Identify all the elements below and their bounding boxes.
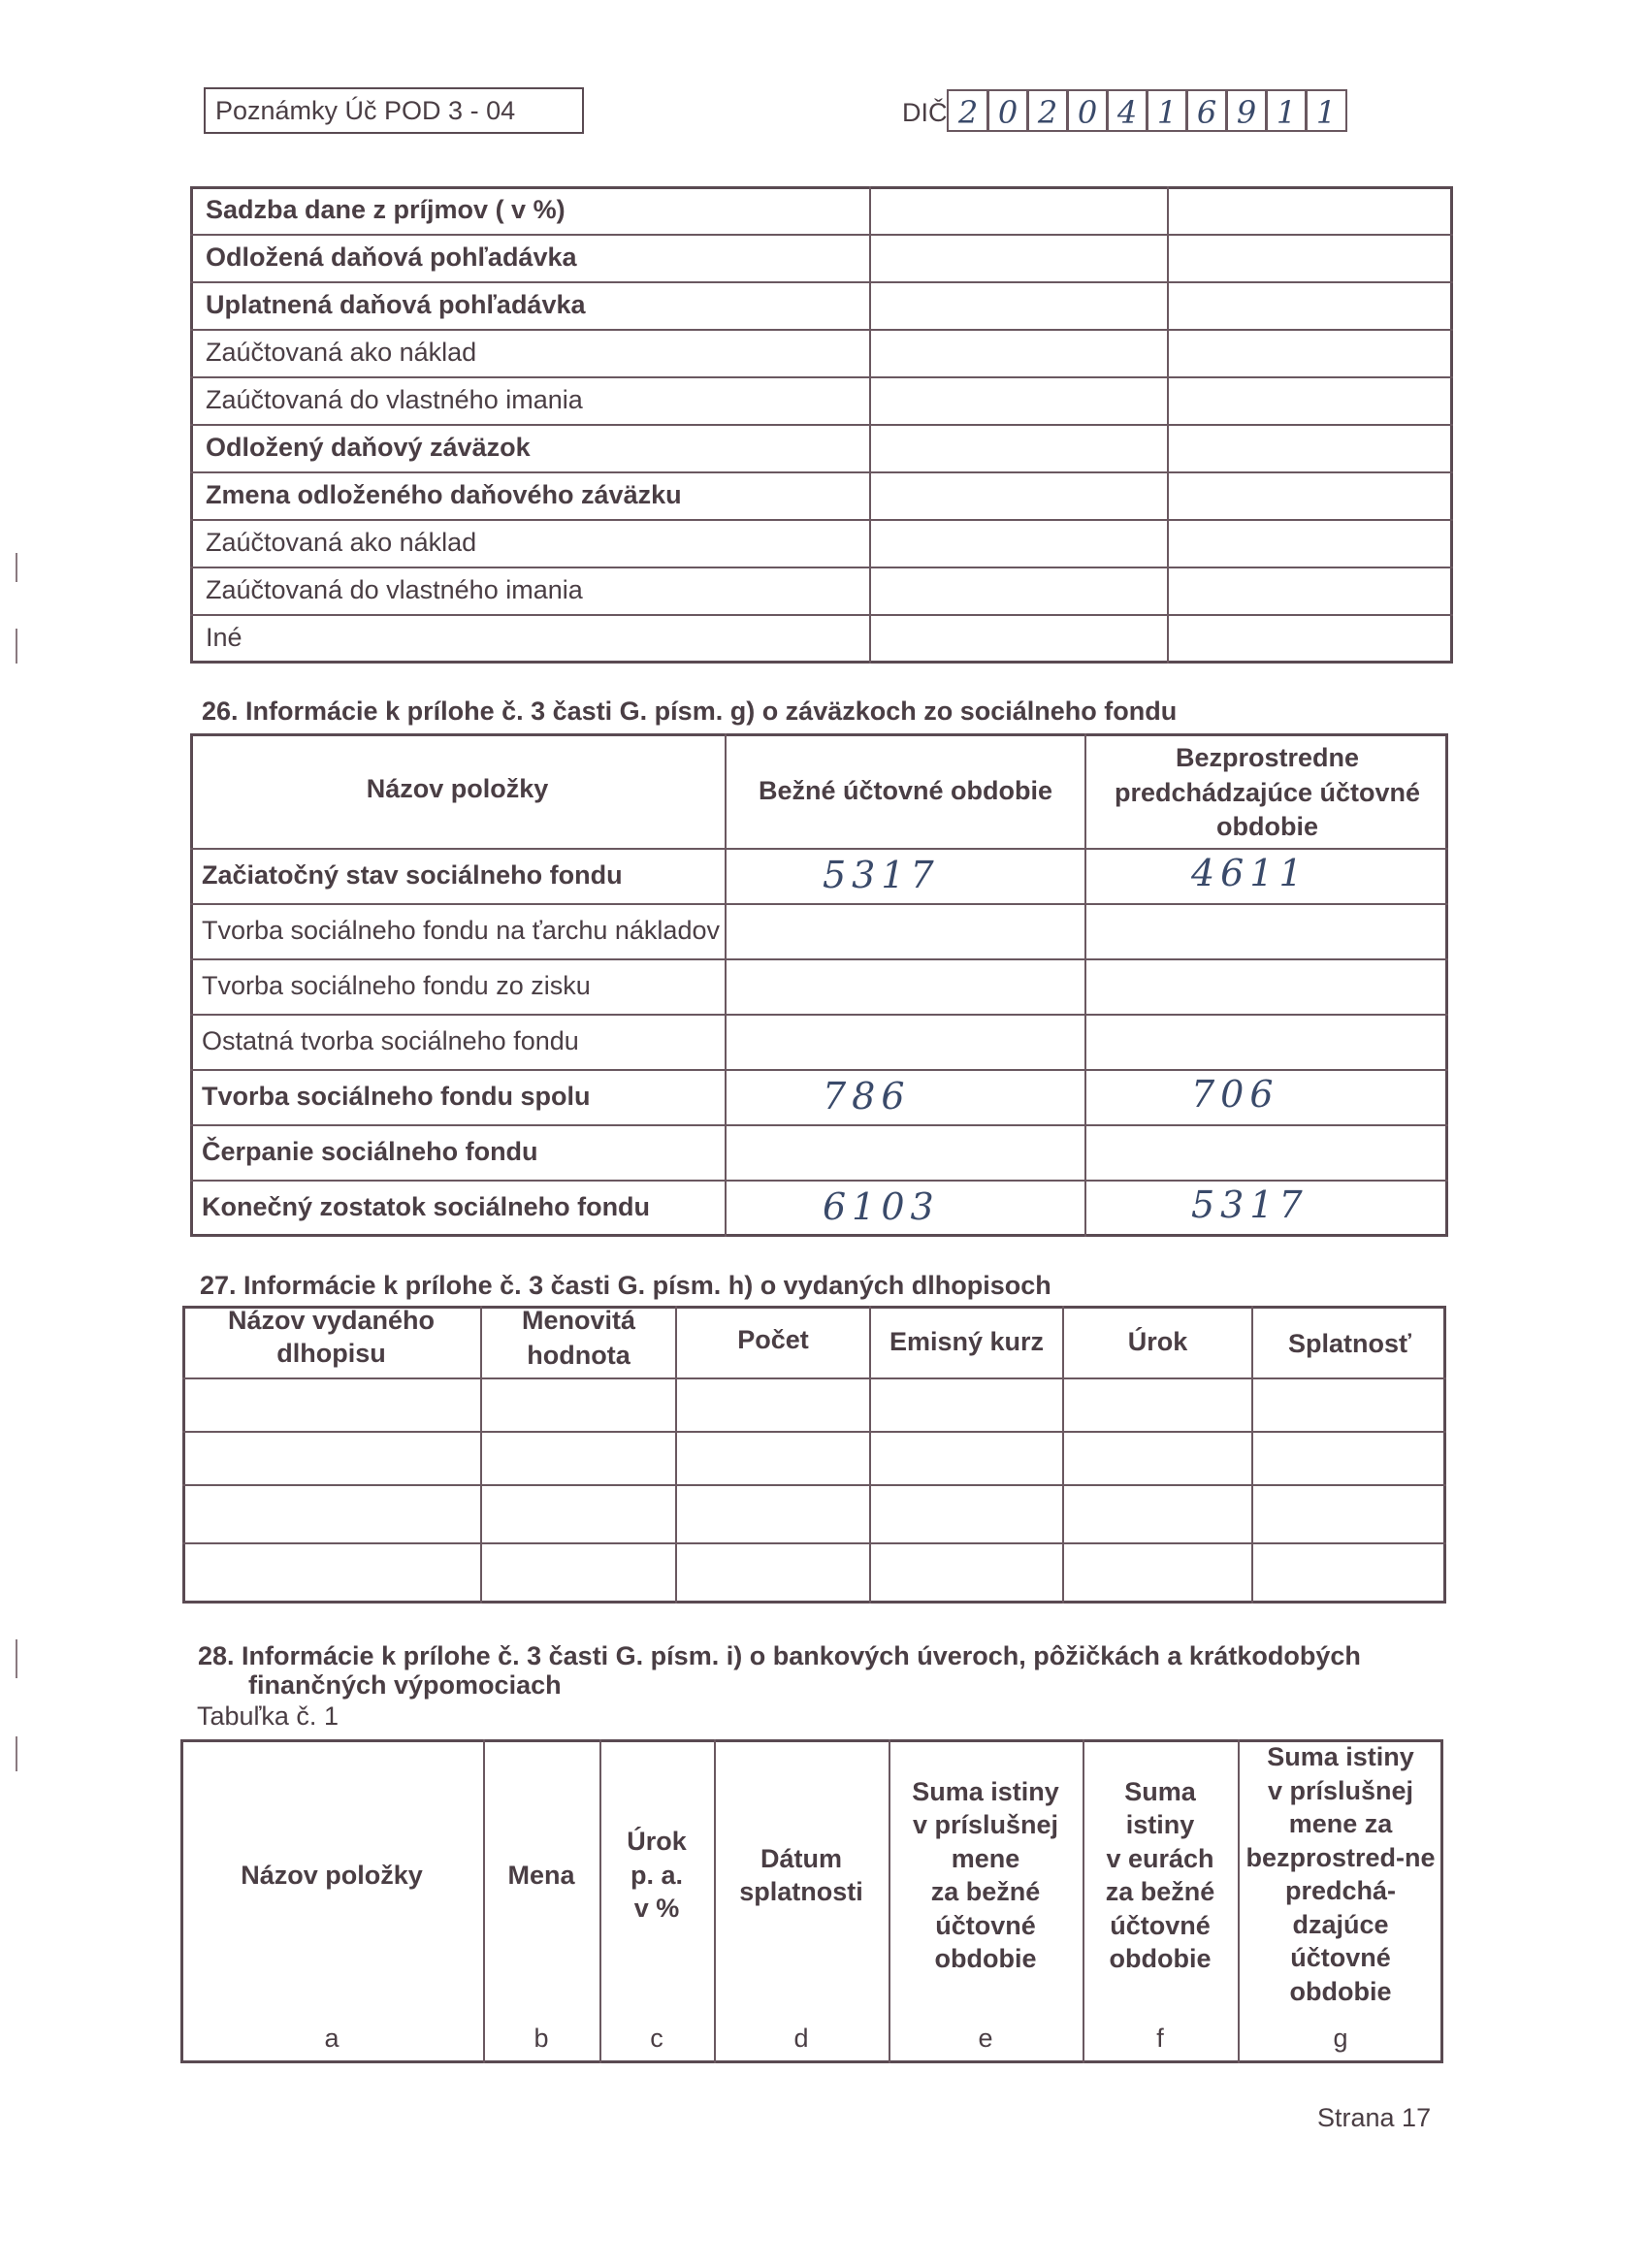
tax-row-label: Zaúčtovaná ako náklad — [206, 528, 477, 557]
s26-row-divider — [190, 1014, 1448, 1016]
s26-row-label: Tvorba sociálneho fondu spolu — [202, 1082, 591, 1111]
dic-digit: 0 — [986, 89, 1029, 132]
tax-row-divider — [190, 376, 1453, 378]
s28-letter-d: d — [793, 2024, 809, 2053]
tax-row-label: Zmena odloženého daňového záväzku — [206, 480, 682, 509]
dic-digit: 4 — [1106, 89, 1148, 132]
tax-row-label: Uplatnená daňová pohľadávka — [206, 290, 586, 319]
s27-col3: Počet — [737, 1325, 809, 1354]
s28-header-c: v % — [633, 1894, 680, 1924]
s26-row-divider — [190, 1180, 1448, 1182]
s26-row-label: Začiatočný stav sociálneho fondu — [202, 860, 623, 890]
section28-title-2: finančných výpomociach — [248, 1670, 562, 1700]
tax-row-divider — [190, 567, 1453, 568]
s28-header-g: v príslušnej — [1267, 1775, 1414, 1805]
s28-header-g: mene za — [1288, 1809, 1393, 1838]
dic-digit: 1 — [1146, 89, 1188, 132]
tax-row-label: Zaúčtovaná do vlastného imania — [206, 385, 583, 414]
s26-row-divider — [190, 958, 1448, 960]
s26-row-label: Konečný zostatok sociálneho fondu — [202, 1192, 651, 1221]
dic-digit: 9 — [1225, 89, 1268, 132]
tax-row-label: Iné — [206, 623, 242, 652]
scan-mark — [16, 1639, 17, 1678]
tax-row-divider — [190, 471, 1453, 473]
s28-letter-c: c — [650, 2024, 663, 2053]
dic-digit: 2 — [1026, 89, 1069, 132]
s28-letter-f: f — [1156, 2024, 1164, 2053]
tax-row-divider — [190, 329, 1453, 331]
s28-header-g: obdobie — [1289, 1976, 1392, 2006]
dic-digit: 6 — [1185, 89, 1228, 132]
tax-row-label: Zaúčtovaná ako náklad — [206, 338, 477, 367]
s28-header-b: Mena — [507, 1860, 575, 1890]
s28-col-divider — [483, 1739, 485, 2063]
section26-title: 26. Informácie k prílohe č. 3 časti G. písm. g) o záväzkoch zo sociálneho fondu — [202, 697, 1178, 726]
s26-col-prev-3: obdobie — [1216, 812, 1318, 841]
s28-header-e: v príslušnej — [912, 1810, 1059, 1839]
s26-previous-value: 5317 — [1191, 1183, 1309, 1226]
tax-row-divider — [190, 424, 1453, 426]
tax-row-label: Odložená daňová pohľadávka — [206, 243, 577, 272]
s28-header-c: Úrok — [627, 1827, 687, 1857]
s28-letter-a: a — [324, 2024, 340, 2053]
s28-letter-g: g — [1333, 2024, 1348, 2053]
scan-mark — [16, 629, 17, 664]
s26-row-label: Čerpanie sociálneho fondu — [202, 1137, 538, 1166]
s26-current-value: 5317 — [823, 854, 940, 896]
s28-header-e: obdobie — [934, 1944, 1037, 1973]
tax-row-divider — [190, 614, 1453, 616]
dic-digit: 1 — [1265, 89, 1308, 132]
s26-row-label: Ostatná tvorba sociálneho fondu — [202, 1026, 579, 1055]
s26-row-label: Tvorba sociálneho fondu zo zisku — [202, 971, 591, 1000]
dic-digit: 1 — [1305, 89, 1347, 132]
scan-mark — [16, 1736, 17, 1771]
s28-header-f: v eurách — [1106, 1843, 1214, 1873]
section28-table-label: Tabuľka č. 1 — [197, 1701, 339, 1731]
dic-digit: 0 — [1066, 89, 1109, 132]
tax-row-divider — [190, 519, 1453, 521]
section28-title-1: 28. Informácie k prílohe č. 3 časti G. písm. i) o bankových úveroch, pôžičkách a krátkodobých — [198, 1641, 1361, 1670]
s28-header-d: Dátum — [760, 1843, 842, 1873]
s27-col1-b: dlhopisu — [276, 1339, 386, 1368]
s28-header-g: účtovné — [1290, 1943, 1391, 1972]
s28-header-e: Suma istiny — [912, 1776, 1059, 1806]
s26-col-prev-2: predchádzajúce účtovné — [1114, 778, 1421, 807]
s27-col4: Emisný kurz — [889, 1327, 1045, 1356]
s27-col5: Úrok — [1127, 1327, 1188, 1356]
s27-col2-b: hodnota — [527, 1341, 630, 1370]
tax-row-label: Odložený daňový záväzok — [206, 433, 531, 462]
s28-header-g: dzajúce — [1292, 1909, 1389, 1939]
tax-row-divider — [190, 281, 1453, 283]
s26-row-label: Tvorba sociálneho fondu na ťarchu nákladov — [202, 916, 720, 945]
s26-previous-value: 706 — [1191, 1073, 1279, 1116]
tax-row-label: Zaúčtovaná do vlastného imania — [206, 575, 583, 604]
s27-col1-a: Názov vydaného — [227, 1306, 436, 1335]
s28-header-f: istiny — [1125, 1810, 1195, 1839]
dic-digit: 2 — [947, 89, 989, 132]
s28-header-f: účtovné — [1110, 1910, 1211, 1940]
s28-header-f: Suma — [1124, 1776, 1196, 1806]
s28-header-g: Suma istiny — [1267, 1742, 1414, 1771]
s28-header-d: splatnosti — [739, 1877, 863, 1906]
page-number: Strana 17 — [1317, 2103, 1432, 2132]
s28-letter-b: b — [534, 2024, 549, 2053]
s28-header-e: účtovné — [935, 1910, 1036, 1940]
s26-current-value: 786 — [823, 1075, 911, 1118]
s28-header-e: za bežné — [930, 1877, 1041, 1906]
s28-header-c: p. a. — [630, 1860, 683, 1890]
s28-letter-e: e — [978, 2024, 993, 2053]
s28-header-f: za bežné — [1105, 1877, 1215, 1906]
s27-col6: Splatnosť — [1288, 1329, 1411, 1358]
s28-header-e: mene — [951, 1843, 1020, 1873]
s26-current-value: 6103 — [823, 1185, 940, 1228]
section27-title: 27. Informácie k prílohe č. 3 časti G. písm. h) o vydaných dlhopisoch — [200, 1271, 1051, 1300]
s26-previous-value: 4611 — [1191, 852, 1309, 894]
s26-col-name: Názov položky — [366, 774, 549, 803]
s28-header-g: predchá- — [1284, 1876, 1397, 1905]
scan-mark — [16, 553, 17, 582]
s26-col-current: Bežné účtovné obdobie — [758, 776, 1053, 805]
form-code: Poznámky Úč POD 3 - 04 — [215, 96, 516, 125]
s28-header-f: obdobie — [1109, 1944, 1212, 1973]
s28-header-a: Názov položky — [241, 1860, 423, 1890]
s26-row-divider — [190, 903, 1448, 905]
tax-row-divider — [190, 234, 1453, 236]
s27-col2-a: Menovitá — [521, 1306, 636, 1335]
s26-row-divider — [190, 1069, 1448, 1071]
s26-row-divider — [190, 1124, 1448, 1126]
s28-header-g: bezprostred-ne — [1245, 1842, 1436, 1872]
s26-col-prev-1: Bezprostredne — [1175, 743, 1360, 772]
dic-label: DIČ — [902, 98, 948, 127]
tax-row-label: Sadzba dane z príjmov ( v %) — [206, 195, 566, 224]
